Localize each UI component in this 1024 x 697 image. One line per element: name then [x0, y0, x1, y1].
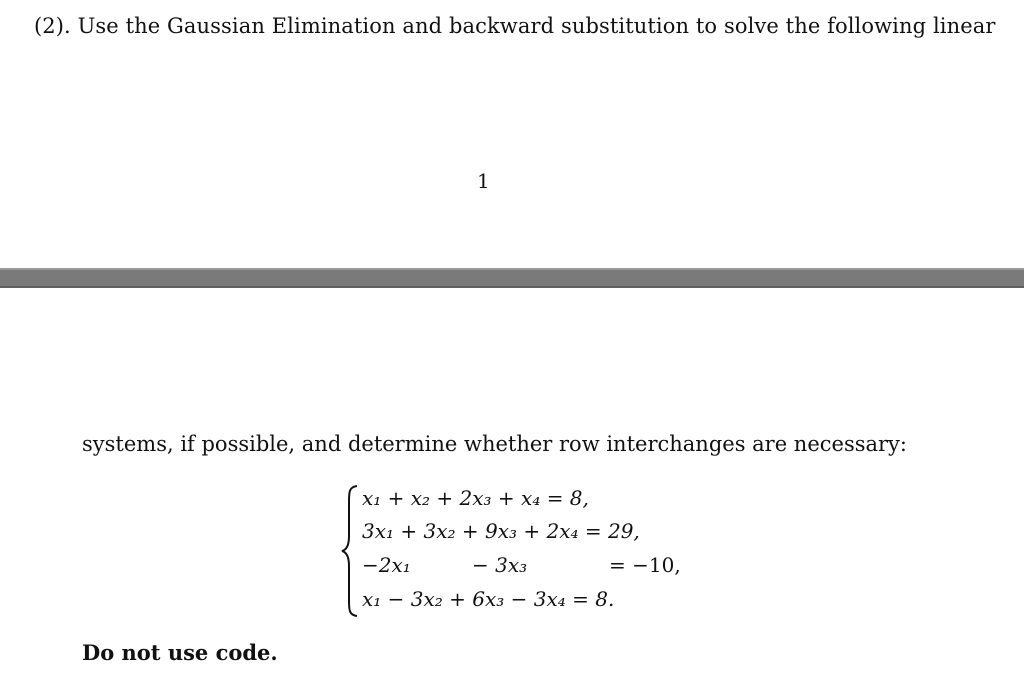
equation-system [340, 484, 680, 618]
instruction-note: Do not use code. [82, 640, 278, 665]
page-separator [0, 268, 1024, 288]
equation-3-lhs: −2x₁ [362, 553, 411, 577]
equation-1: x₁ + x₂ + 2x₃ + x₄ = 8, [362, 486, 589, 510]
equation-3 [362, 553, 681, 577]
equation-3-middle-term: − 3x₃ [472, 553, 528, 577]
equation-3-rhs: = −10, [609, 553, 681, 577]
equation-4: x₁ − 3x₂ + 6x₃ − 3x₄ = 8. [362, 587, 615, 611]
page-1 [0, 0, 1024, 268]
problem-continuation-text: systems, if possible, and determine whether row interchanges are necessary: [82, 432, 907, 456]
left-brace-icon [340, 484, 360, 618]
problem-intro-text: (2). Use the Gaussian Elimination and backward substitution to solve the following linear [34, 14, 996, 38]
page-number: 1 [477, 169, 490, 193]
equation-2: 3x₁ + 3x₂ + 9x₃ + 2x₄ = 29, [362, 519, 640, 543]
